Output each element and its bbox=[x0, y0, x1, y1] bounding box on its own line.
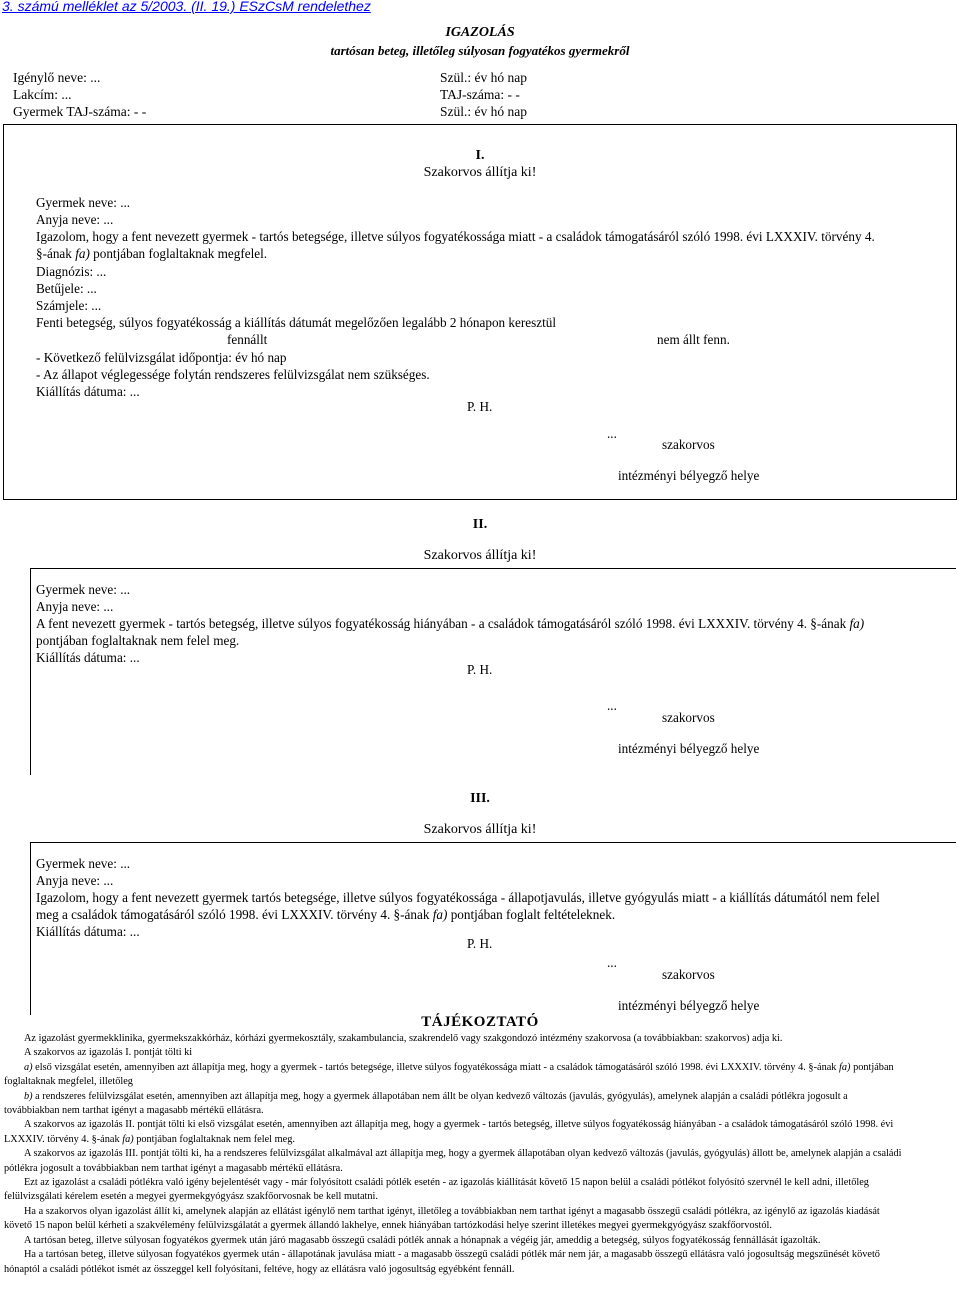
prior-condition-text: Fenti betegség, súlyos fogyatékosság a kiállítás dátumát megelőzően legalább 2 hónapon keresztül bbox=[36, 315, 557, 330]
annex-reference-link[interactable]: 3. számú melléklet az 5/2003. (II. 19.) ESzCsM rendelethez bbox=[2, 0, 371, 14]
section-2-number: II. bbox=[472, 517, 488, 532]
info-paragraph: Az igazolást gyermekklinika, gyermekszakkórház, kórházi gyermekosztály, szakambulancia, szakrendelő vagy szakgondozó intézmény szakorvosa (a továbbiakban: szakorvos) adja ki. bbox=[24, 1033, 783, 1044]
existed-option[interactable]: fennállt bbox=[227, 332, 268, 347]
info-paragraph: A szakorvos az igazolás I. pontját tölti ki bbox=[24, 1047, 193, 1059]
section-3-heading: Szakorvos állítja ki! bbox=[423, 822, 537, 837]
child-birth-field[interactable]: Szül.: év hó nap bbox=[440, 104, 527, 119]
section-1-heading: Szakorvos állítja ki! bbox=[423, 165, 537, 180]
document-title: IGAZOLÁS bbox=[445, 25, 515, 40]
info-paragraph: Ha a szakorvos olyan igazolást állít ki, amelynek alapján az ellátást igénylő nem tarthat igényt, illetőleg a továbbiakban nem tarthat igényt a magasabb összegű családi pótlékra, az igénylő az igazolás kiadását követő 15 napon belül kérheti a szakvélemény felülvizsgálatát a gyermek állandó lakhelye, ennek hiányában tartózkodási helye szerint illetékes megyei gyermekgyógyász szakfőorvostól. bbox=[4, 1205, 880, 1232]
s1-certify-text: Igazolom, hogy a fent nevezett gyermek - tartós betegsége, illetve súlyos fogyatékossága miatt - a családok támogatásáról szóló 1998. évi LXXXIV. törvény 4. bbox=[36, 229, 875, 244]
info-paragraph: b) a rendszeres felülvizsgálat esetén, amennyiben azt állapítja meg, hogy a gyermek állapotában nem állt be olyan kedvező változás (javulás, gyógyulás), amelynek alapján a családi pótlékra jogosult a továbbiakban nem tarthat igényt a magasabb mértékű ellátásra. bbox=[4, 1090, 848, 1117]
document-subtitle: tartósan beteg, illetőleg súlyosan fogyatékos gyermekről bbox=[330, 43, 630, 58]
info-paragraph: a) első vizsgálat esetén, amennyiben azt állapítja meg, hogy a gyermek - tartós betegsége, illetve súlyos fogyatékossága miatt - a családok támogatásáról szóló 1998. évi LXXXIV. törvény 4. §-ának fa) pontjában foglaltaknak megfelel, illetőleg bbox=[4, 1061, 894, 1088]
s3-institution-stamp-label: intézményi bélyegző helye bbox=[618, 998, 760, 1013]
s3-text-2: meg a családok támogatásáról szóló 1998. évi LXXXIV. törvény 4. §-ának fa) pontjában foglalt feltételeknek. bbox=[36, 907, 616, 922]
s1-child-name-field[interactable]: Gyermek neve: ... bbox=[36, 195, 131, 210]
s3-text: Igazolom, hogy a fent nevezett gyermek tartós betegsége, illetve súlyos fogyatékossága - állapotjavulás, illetve gyógyulás miatt - a kiállítás dátumától nem felel bbox=[36, 890, 880, 905]
section-2-box bbox=[30, 568, 956, 775]
section-3-number: III. bbox=[470, 791, 490, 806]
s3-specialist-label: szakorvos bbox=[662, 967, 715, 982]
letter-code-field[interactable]: Betűjele: ... bbox=[36, 281, 97, 296]
info-title: TÁJÉKOZTATÓ bbox=[421, 1014, 539, 1030]
s2-issue-date-field[interactable]: Kiállítás dátuma: ... bbox=[36, 650, 140, 665]
applicant-name-field[interactable]: Igénylő neve: ... bbox=[13, 70, 101, 85]
section-2-heading: Szakorvos állítja ki! bbox=[423, 548, 537, 563]
info-text bbox=[4, 1032, 904, 1277]
number-code-field[interactable]: Számjele: ... bbox=[36, 298, 102, 313]
s2-child-name-field[interactable]: Gyermek neve: ... bbox=[36, 582, 131, 597]
s3-mother-name-field[interactable]: Anyja neve: ... bbox=[36, 873, 114, 888]
section-3-box bbox=[30, 842, 956, 1015]
section-1-number: I. bbox=[475, 148, 485, 163]
s1-mother-name-field[interactable]: Anyja neve: ... bbox=[36, 212, 114, 227]
s2-institution-stamp-label: intézményi bélyegző helye bbox=[618, 741, 760, 756]
next-review-field[interactable]: - Következő felülvizsgálat időpontja: év hó nap bbox=[36, 350, 287, 365]
s1-issue-date-field[interactable]: Kiállítás dátuma: ... bbox=[36, 384, 140, 399]
info-paragraph: A tartósan beteg, illetve súlyosan fogyatékos gyermek után járó magasabb összegű családi pótlék annak a hónapnak a végéig jár, ameddig a betegség, súlyos fogyatékosság fennállását igazolták. bbox=[24, 1234, 821, 1246]
s1-certify-text-2: §-ának fa) pontjában foglaltaknak megfelel. bbox=[36, 246, 268, 261]
info-paragraph: A szakorvos az igazolás II. pontját tölti ki első vizsgálat esetén, amennyiben azt állapítja meg, hogy a gyermek - tartós betegség, illetve súlyos fogyatékosság hiányában - a családok támogatásáról szóló 1998. évi LXXXIV. törvény 4. §-ának fa) pontjában foglaltaknak nem felel meg. bbox=[4, 1119, 894, 1145]
applicant-birth-field[interactable]: Szül.: év hó nap bbox=[440, 70, 527, 85]
applicant-taj-field[interactable]: TAJ-száma: - - bbox=[440, 87, 520, 102]
child-taj-field[interactable]: Gyermek TAJ-száma: - - bbox=[13, 104, 147, 119]
diagnosis-field[interactable]: Diagnózis: ... bbox=[36, 264, 107, 279]
s2-text: A fent nevezett gyermek - tartós betegség, illetve súlyos fogyatékosság hiányában - a családok támogatásáról szóló 1998. évi LXXXIV. törvény 4. §-ának fa) bbox=[36, 616, 865, 631]
s1-institution-stamp-label: intézményi bélyegző helye bbox=[618, 468, 760, 483]
info-paragraph: A szakorvos az igazolás III. pontját tölti ki, ha a rendszeres felülvizsgálat alkalmával azt állapítja meg, hogy a gyermek állapotában olyan kedvező változás (javulás, gyógyulás) állott be, amelynek alapján a családi pótlékra jogosult a továbbiakban nem tarthat igényt a magasabb mértékű ellátásra. bbox=[4, 1148, 902, 1174]
s1-specialist-label: szakorvos bbox=[662, 437, 715, 452]
s3-child-name-field[interactable]: Gyermek neve: ... bbox=[36, 856, 131, 871]
s3-signature-line[interactable]: ... bbox=[607, 955, 617, 970]
info-paragraph: Ha a tartósan beteg, illetve súlyosan fogyatékos gyermek után - állapotának javulása miatt - a magasabb összegű családi pótlék már nem jár, a magasabb összegű ellátásra való jogosultság megszűnését követő hónaptól a családi pótlékot ismét az összeggel kell folyósítani, feltéve, hogy az ellátásra való jogosultság egyébként fennáll. bbox=[4, 1249, 880, 1275]
info-paragraph: Ezt az igazolást a családi pótlékra való igény bejelentését vagy - már folyósított családi pótlék esetén - az igazolás kiállítását követő 15 napon belül a családi pótlékot folyósító szervnél le kell adni, illetőleg felülvizsgálati kérelem esetén a megyei gyermekgyógyász szakfőorvosnak be kell mutatni. bbox=[4, 1177, 869, 1203]
s1-signature-line[interactable]: ... bbox=[607, 426, 617, 441]
s2-stamp-place: P. H. bbox=[467, 662, 493, 677]
not-existed-option[interactable]: nem állt fenn. bbox=[657, 332, 730, 347]
applicant-address-field[interactable]: Lakcím: ... bbox=[13, 87, 72, 102]
s1-stamp-place: P. H. bbox=[467, 399, 493, 414]
s2-text-2: pontjában foglaltaknak nem felel meg. bbox=[36, 633, 240, 648]
s2-signature-line[interactable]: ... bbox=[607, 698, 617, 713]
s3-issue-date-field[interactable]: Kiállítás dátuma: ... bbox=[36, 924, 140, 939]
s2-mother-name-field[interactable]: Anyja neve: ... bbox=[36, 599, 114, 614]
s2-specialist-label: szakorvos bbox=[662, 710, 715, 725]
s3-stamp-place: P. H. bbox=[467, 936, 493, 951]
permanent-status-option[interactable]: - Az állapot véglegessége folytán rendszeres felülvizsgálat nem szükséges. bbox=[36, 367, 430, 382]
